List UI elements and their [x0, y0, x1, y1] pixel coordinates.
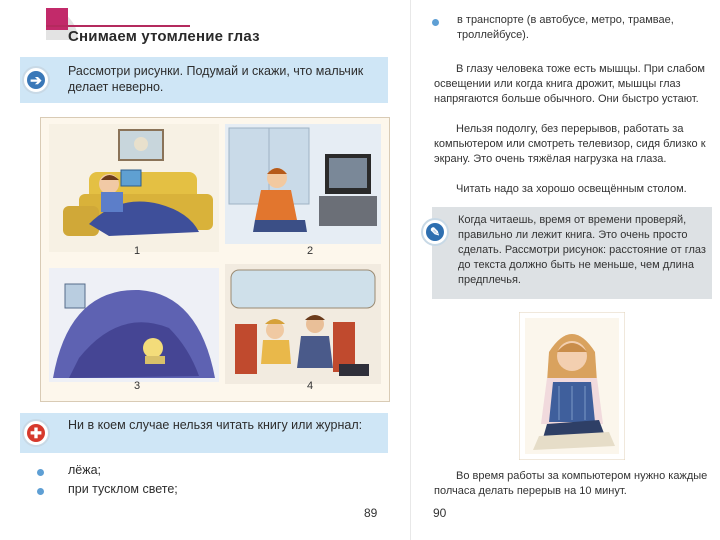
bullet-dot	[37, 488, 44, 495]
warning-box	[20, 413, 388, 453]
paragraph-lighting: Читать надо за хорошо освещённым столом.	[456, 183, 687, 195]
illustration-reading-on-sofa	[49, 124, 219, 252]
illustration-girl-reading-at-desk	[519, 312, 625, 460]
tip-text: Когда читаешь, время от времени проверяй, правильно ли лежит книга. Это очень просто сделать. Рассмотри рисунок: расстояние от глаз до текста должно быть не меньше, чем длина предплечья.	[458, 214, 706, 286]
picture-label-1: 1	[134, 245, 141, 257]
picture-label-4: 4	[307, 380, 314, 392]
question-text: Рассмотри рисунки. Подумай и скажи, что мальчик делает неверно.	[68, 64, 364, 94]
tip-box	[432, 207, 712, 299]
page-title: Снимаем утомление глаз	[68, 28, 260, 45]
paragraph-computer: Нельзя подолгу, без перерывов, работать за компьютером или смотреть телевизор, сидя близко к экрану. Это очень тяжёлая нагрузка на глаза.	[434, 123, 706, 165]
bullet-transport: в транспорте (в автобусе, метро, трамвае, троллейбусе).	[457, 14, 674, 41]
page-gutter	[410, 0, 411, 540]
bullet-lying: лёжа;	[68, 463, 102, 477]
illustration-reading-in-bus	[225, 264, 381, 384]
medical-cross-icon: ✚	[22, 419, 50, 447]
pencil-icon: ✎	[421, 218, 449, 246]
bullet-dim-light: при тусклом свете;	[68, 482, 178, 496]
bullet-dot	[37, 469, 44, 476]
picture-label-2: 2	[307, 245, 314, 257]
page-number-right: 90	[433, 506, 447, 520]
header-decoration-square	[46, 8, 68, 30]
question-box	[20, 57, 388, 103]
paragraph-eye-muscles: В глазу человека тоже есть мышцы. При слабом освещении или когда книга дрожит, мышцы глаз напрягаются больше обычного. Они быстро устают.	[434, 63, 705, 105]
page-number-left: 89	[364, 506, 378, 520]
warning-text: Ни в коем случае нельзя читать книгу или журнал:	[68, 418, 363, 432]
illustration-frame	[40, 117, 390, 402]
header-rule	[46, 25, 190, 27]
arrow-right-icon: ➔	[22, 66, 50, 94]
illustration-boy-at-tv	[225, 124, 381, 244]
illustration-reading-under-blanket	[49, 268, 219, 382]
computer-break-text: Во время работы за компьютером нужно каждые полчаса делать перерыв на 10 минут.	[434, 470, 708, 497]
picture-label-3: 3	[134, 380, 141, 392]
bullet-dot	[432, 19, 439, 26]
